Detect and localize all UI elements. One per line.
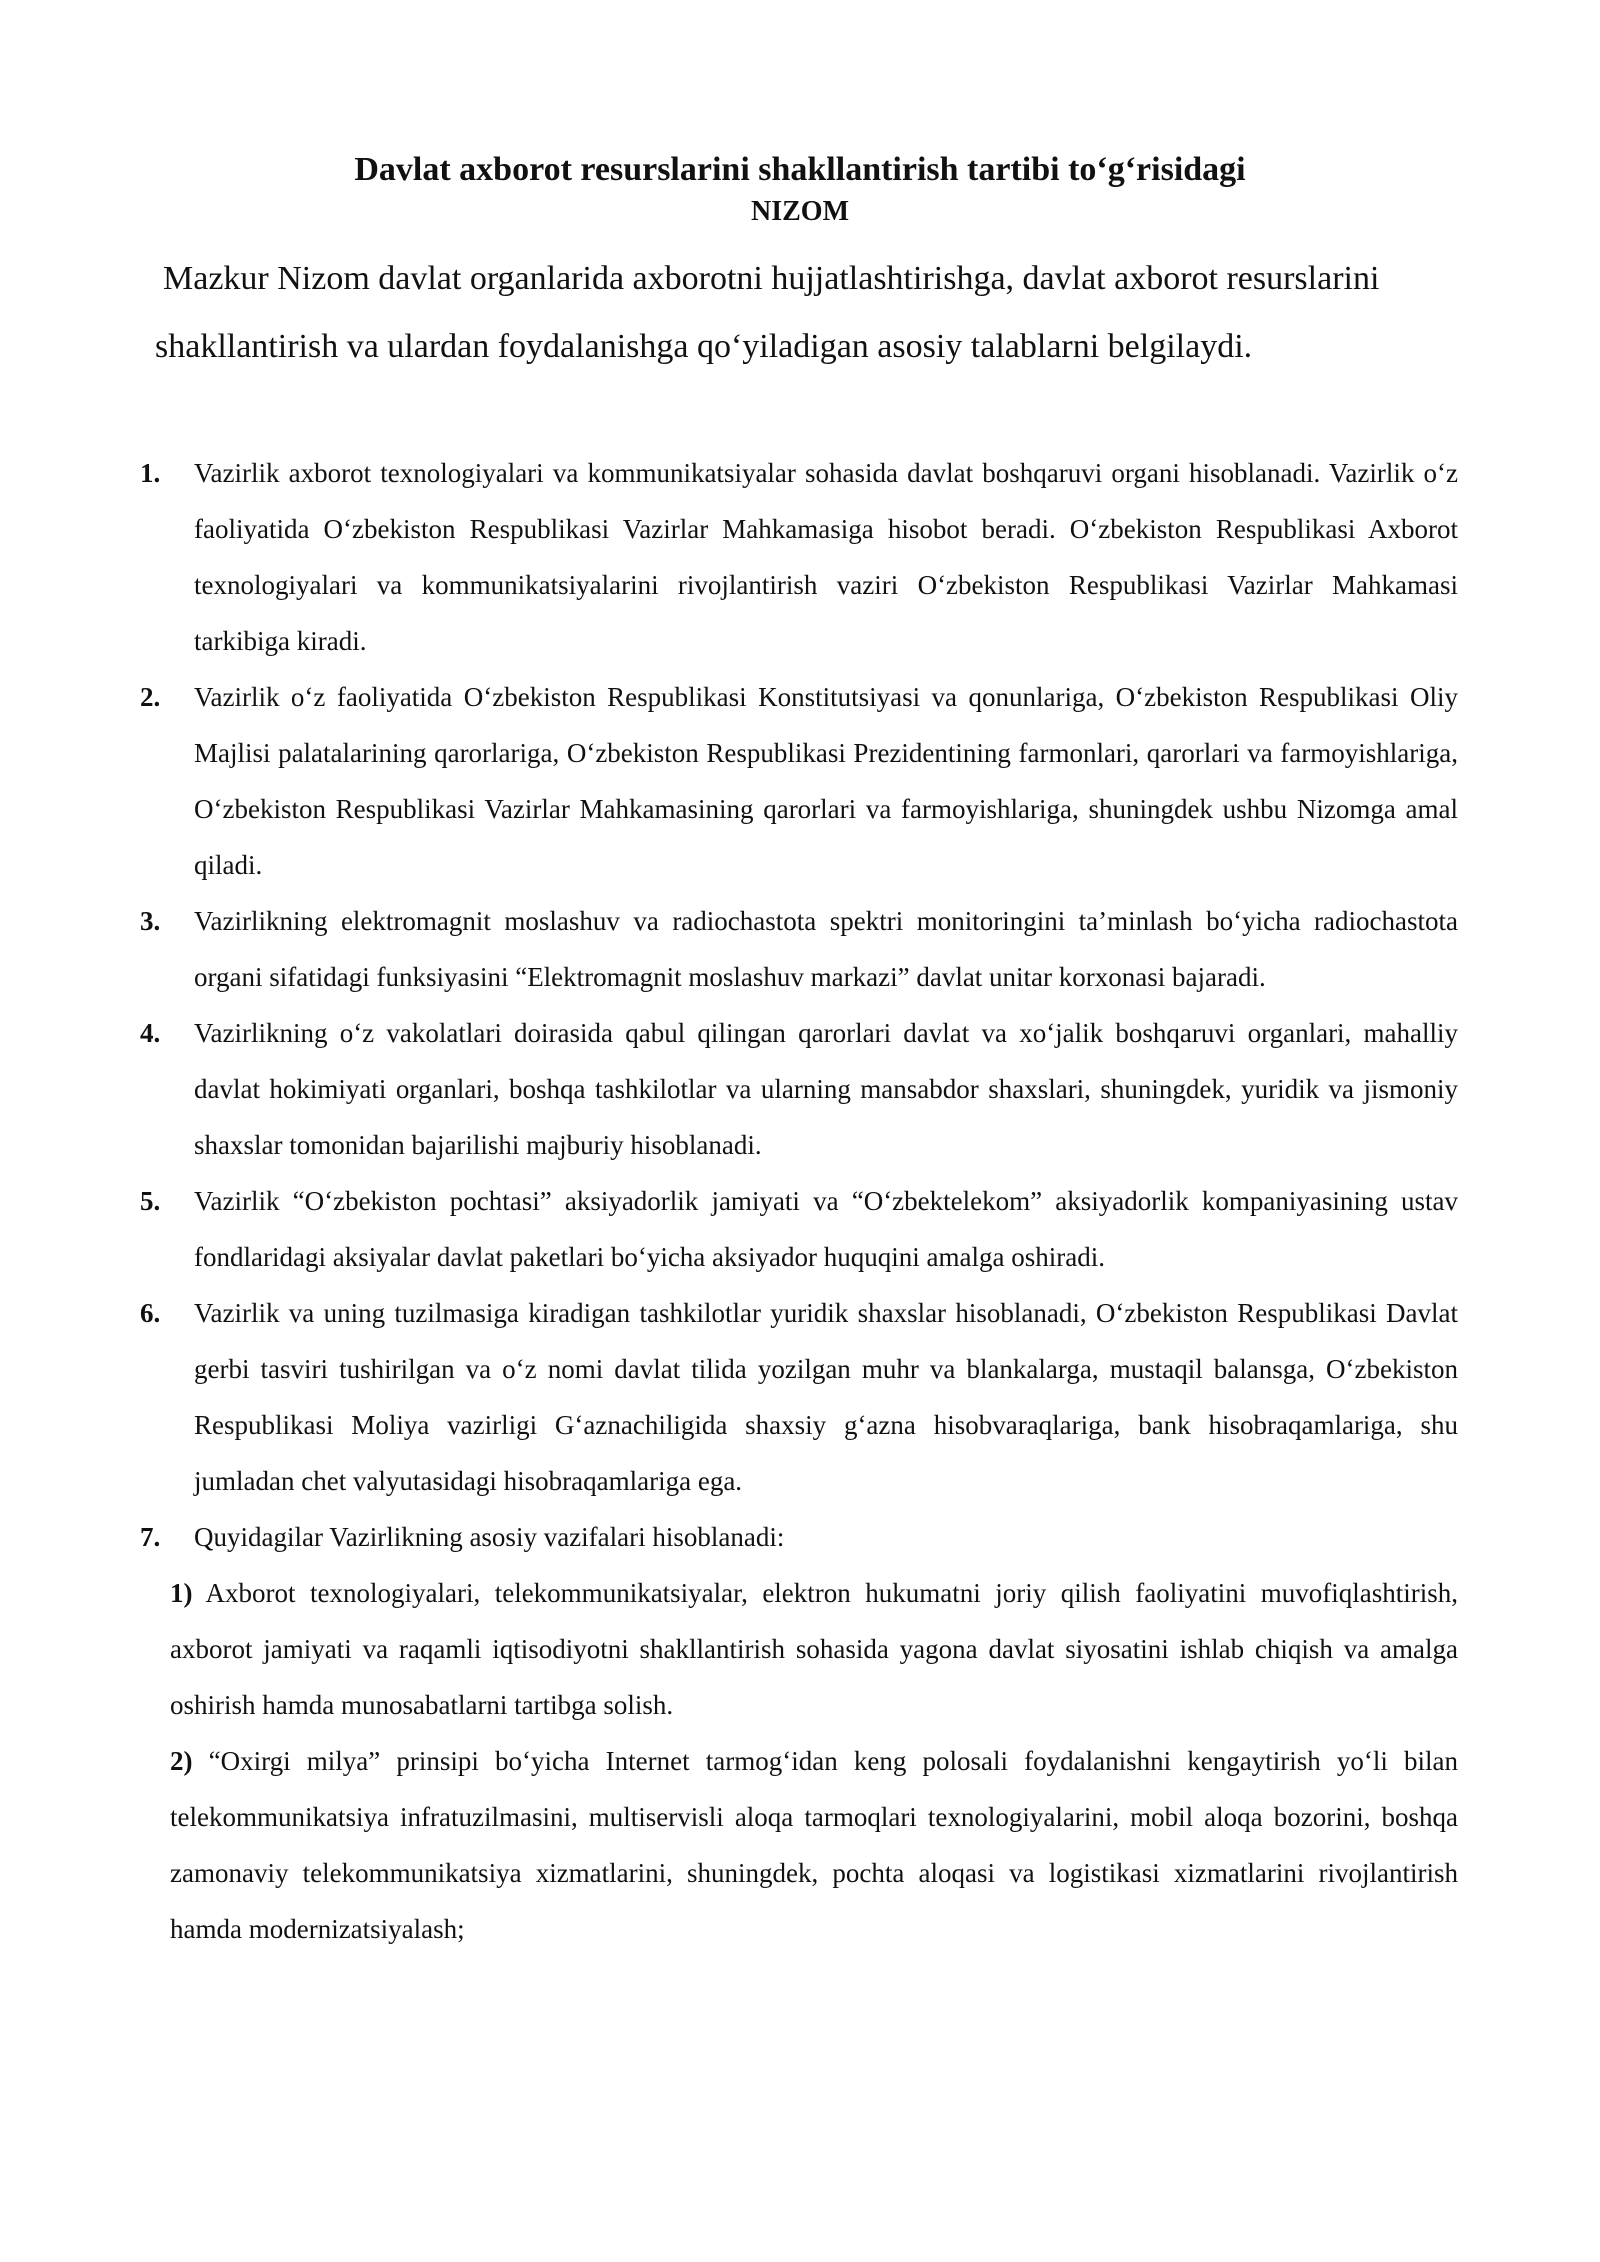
- list-item: [140, 669, 1458, 893]
- list-item-number: 6.: [140, 1298, 161, 1328]
- list-item: [140, 893, 1458, 1005]
- sub-list-item: [170, 1733, 1458, 1957]
- list-item-text: Quyidagilar Vazirlikning asosiy vazifalari hisoblanadi:: [194, 1522, 785, 1552]
- list-item-number: 3.: [140, 906, 161, 936]
- list-item-text: Vazirlik axborot texnologiyalari va kommunikatsiyalar sohasida davlat boshqaruvi organi hisoblanadi. Vazirlik o‘z faoliyatida O‘zbekiston Respublikasi Vazirlar Mahkamasiga hisobot beradi. O‘zbekiston Respublikasi Axborot texnologiyalari va kommunikatsiyalarini rivojlantirish vaziri O‘zbekiston Respublikasi Vazirlar Mahkamasi tarkibiga kiradi.: [194, 458, 1458, 656]
- sub-list-item-number: 2): [170, 1746, 193, 1776]
- list-item-number: 5.: [140, 1186, 161, 1216]
- list-item: [140, 1509, 1458, 1565]
- list-item-number: 1.: [140, 458, 161, 488]
- list-item-number: 7.: [140, 1522, 161, 1552]
- intro-paragraph: Mazkur Nizom davlat organlarida axborotni hujjatlashtirishga, davlat axborot resurslarini shakllantirish va ulardan foydalanishga qo‘yiladigan asosiy talablarni belgilaydi.: [155, 260, 1380, 365]
- list-item-number: 4.: [140, 1018, 161, 1048]
- list-item: [140, 1005, 1458, 1173]
- document-subtitle: NIZOM: [751, 196, 849, 227]
- list-item-text: Vazirlikning elektromagnit moslashuv va radiochastota spektri monitoringini ta’minlash bo‘yicha radiochastota organi sifatidagi funksiyasini “Elektromagnit moslashuv markazi” davlat unitar korxonasi bajaradi.: [194, 906, 1458, 992]
- sub-list-item-text: Axborot texnologiyalari, telekommunikatsiyalar, elektron hukumatni joriy qilish faoliyatini muvofiqlashtirish, axborot jamiyati va raqamli iqtisodiyotni shakllantirish sohasida yagona davlat siyosatini ishlab chiqish va amalga oshirish hamda munosabatlarni tartibga solish.: [170, 1578, 1458, 1720]
- document-title: Davlat axborot resurslarini shakllantirish tartibi to‘g‘risidagi: [354, 151, 1246, 188]
- sub-list-item-number: 1): [170, 1578, 193, 1608]
- list-item: [140, 1173, 1458, 1285]
- list-item-text: Vazirlik va uning tuzilmasiga kiradigan tashkilotlar yuridik shaxslar hisoblanadi, O‘zbekiston Respublikasi Davlat gerbi tasviri tushirilgan va o‘z nomi davlat tilida yozilgan muhr va blankalarga, mustaqil balansga, O‘zbekiston Respublikasi Moliya vazirligi G‘aznachiligida shaxsiy g‘azna hisobvaraqlariga, bank hisobraqamlariga, shu jumladan chet valyutasidagi hisobraqamlariga ega.: [194, 1298, 1458, 1496]
- numbered-list: [140, 445, 1458, 1957]
- sub-list-item-text: “Oxirgi milya” prinsipi bo‘yicha Internet tarmog‘idan keng polosali foydalanishni kengaytirish yo‘li bilan telekommunikatsiya infratuzilmasini, multiservisli aloqa tarmoqlari texnologiyalarini, mobil aloqa bozorini, boshqa zamonaviy telekommunikatsiya xizmatlarini, shuningdek, pochta aloqasi va logistikasi xizmatlarini rivojlantirish hamda modernizatsiyalash;: [170, 1746, 1459, 1944]
- list-item-text: Vazirlik o‘z faoliyatida O‘zbekiston Respublikasi Konstitutsiyasi va qonunlariga, O‘zbekiston Respublikasi Oliy Majlisi palatalarining qarorlariga, O‘zbekiston Respublikasi Prezidentining farmonlari, qarorlari va farmoyishlariga, O‘zbekiston Respublikasi Vazirlar Mahkamasining qarorlari va farmoyishlariga, shuningdek ushbu Nizomga amal qiladi.: [194, 682, 1458, 880]
- list-item-text: Vazirlikning o‘z vakolatlari doirasida qabul qilingan qarorlari davlat va xo‘jalik boshqaruvi organlari, mahalliy davlat hokimiyati organlari, boshqa tashkilotlar va ularning mansabdor shaxslari, shuningdek, yuridik va jismoniy shaxslar tomonidan bajarilishi majburiy hisoblanadi.: [194, 1018, 1458, 1160]
- list-item: [140, 1285, 1458, 1509]
- sub-list-item: [170, 1565, 1458, 1733]
- list-item-number: 2.: [140, 682, 161, 712]
- list-item: [140, 445, 1458, 669]
- list-item-text: Vazirlik “O‘zbekiston pochtasi” aksiyadorlik jamiyati va “O‘zbektelekom” aksiyadorlik kompaniyasining ustav fondlaridagi aksiyalar davlat paketlari bo‘yicha aksiyador huquqini amalga oshiradi.: [194, 1186, 1458, 1272]
